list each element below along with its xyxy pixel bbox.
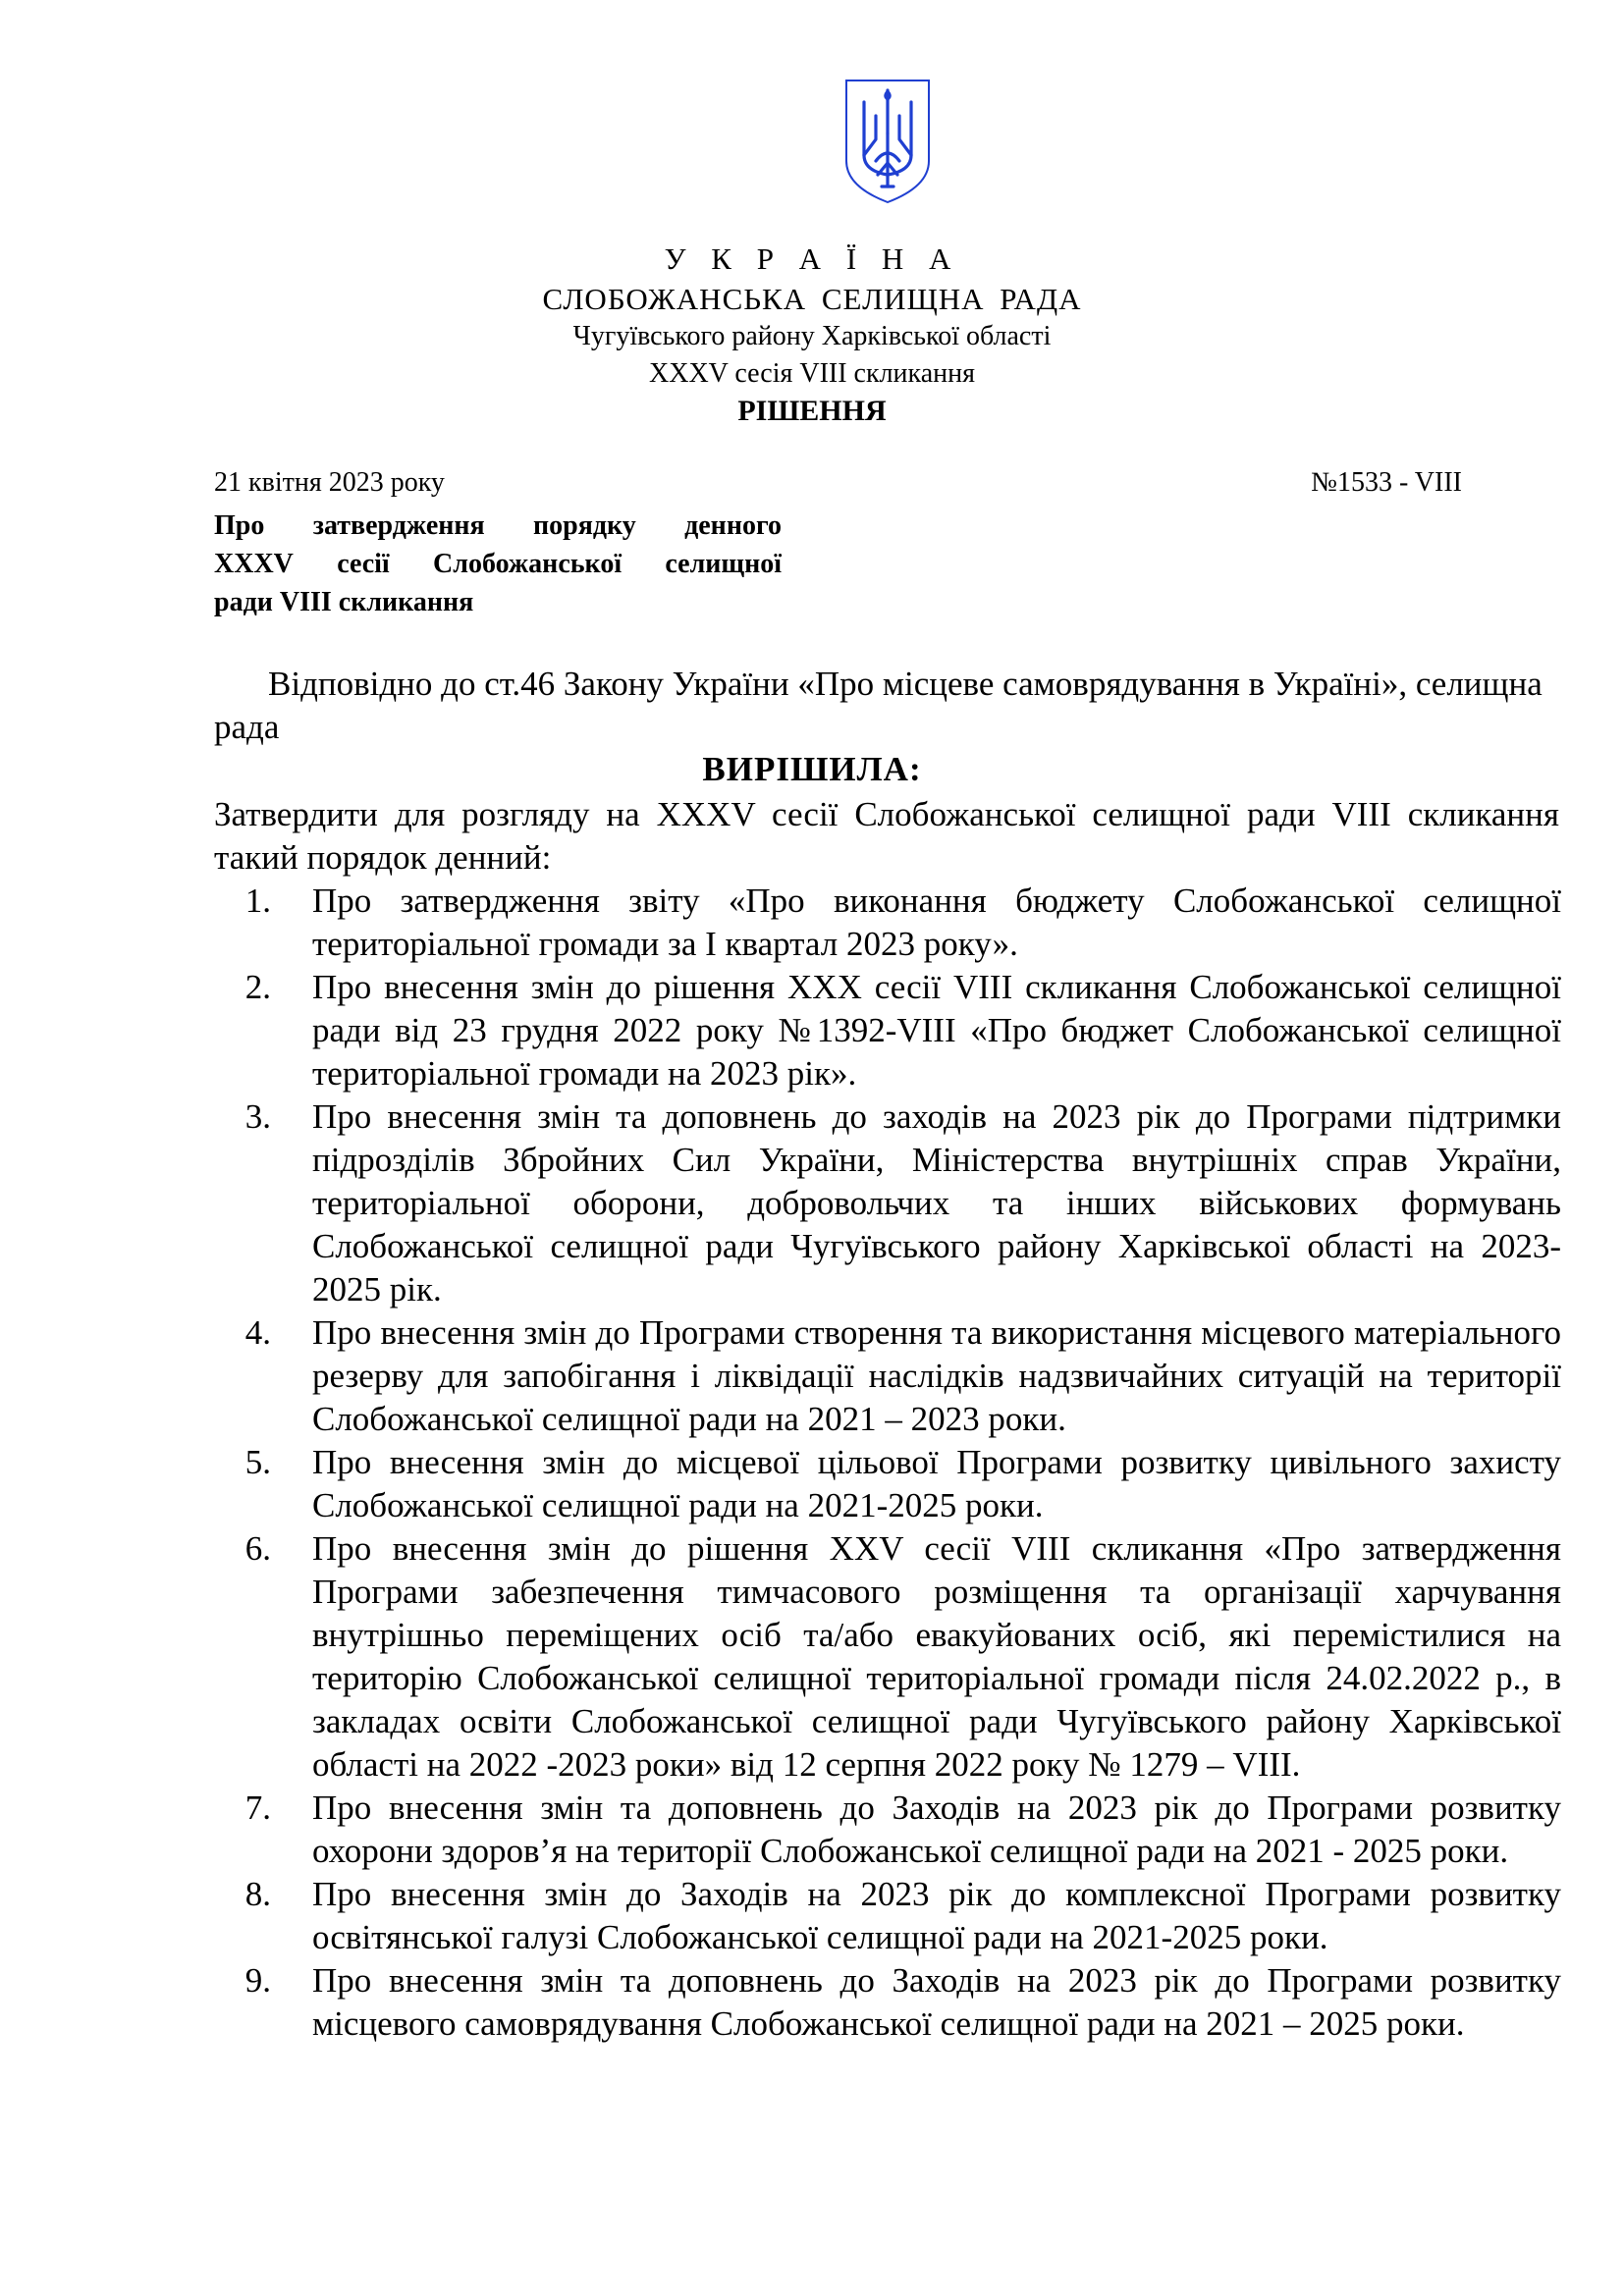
agenda-item-text: Про затвердження звіту «Про виконання бюджету Слобожанської селищної територіальної громади за I квартал 2023 року». [312,881,1561,963]
agenda-item-text: Про внесення змін до Програми створення та використання місцевого матеріального резерву для запобігання і ліквідації наслідків надзвичайних ситуацій на території Слобожанської селищної ради на 2021 – 2023 роки. [312,1313,1561,1438]
agenda-item-number: 2. [244,968,271,1006]
agenda-item-number: 5. [244,1443,271,1481]
agenda-item-text: Про внесення змін до рішення XXX сесії VIII скликання Слобожанської селищної ради від 23 грудня 2022 року №1392-VIII «Про бюджет Слобожанської селищної територіальної громади на 2023 рік». [312,968,1561,1093]
ukraine-coat-of-arms-icon [842,77,933,206]
header-session: XXXV сесія VIII скликання [649,358,975,389]
agenda-item [214,1959,1561,2046]
decision-date: 21 квітня 2023 року [214,467,445,498]
document-type-title: РІШЕННЯ [737,395,887,427]
agenda-item-text: Про внесення змін та доповнень до заходів на 2023 рік до Програми підтримки підрозділів Збройних Сил України, Міністерства внутрішніх справ України, територіальної оборони, добровольчих та інших військових формувань Слобожанської селищної ради Чугуївського району Харківської області на 2023-2025 рік. [312,1097,1561,1308]
agenda-item [214,966,1561,1095]
subject-line-3: ради VIII скликання [214,587,474,617]
agenda-item-text: Про внесення змін та доповнень до Заходів на 2023 рік до Програми розвитку місцевого самоврядування Слобожанської селищної ради на 2021 – 2025 роки. [312,1961,1561,2043]
agenda-item-text: Про внесення змін до Заходів на 2023 рік до комплексної Програми розвитку освітянської галузі Слобожанської селищної ради на 2021-2025 роки. [312,1875,1561,1956]
agenda-list [214,880,1561,2046]
agenda-item-number: 6. [244,1529,271,1568]
agenda-item [214,1787,1561,1873]
subject-line-1: Про затвердження порядку денного [214,510,782,541]
agenda-item-number: 1. [244,881,271,920]
preamble-paragraph: Відповідно до ст.46 Закону України «Про місцеве самоврядування в Україні», селищна рада [214,665,1543,746]
decision-number: №1533 - VIII [1311,467,1462,498]
agenda-item [214,880,1561,966]
decision-subject [214,507,803,621]
agenda-item-text: Про внесення змін та доповнень до Заходів на 2023 рік до Програми розвитку охорони здоров’я на території Слобожанської селищної ради на 2021 - 2025 роки. [312,1789,1561,1870]
agenda-item [214,1095,1561,1311]
agenda-item [214,1441,1561,1527]
agenda-item [214,1527,1561,1787]
agenda-item [214,1311,1561,1441]
header-council: СЛОБОЖАНСЬКА СЕЛИЩНА РАДА [542,282,1082,316]
subject-line-2: XXXV сесії Слобожанської селищної [214,549,782,579]
agenda-item-text: Про внесення змін до рішення XXV сесії VIII скликання «Про затвердження Програми забезпечення тимчасового розміщення та організації харчування внутрішньо переміщених осіб та/або евакуйованих осіб, які перемістилися на територію Слобожанської селищної територіальної громади після 24.02.2022 р., в закладах освіти Слобожанської селищної ради Чугуївського району Харківської області на 2022 -2023 роки» від 12 серпня 2022 року № 1279 – VIII. [312,1529,1561,1784]
agenda-item-number: 8. [244,1875,271,1913]
agenda-item-number: 7. [244,1789,271,1827]
agenda-item-number: 4. [244,1313,271,1352]
resolved-heading: ВИРІШИЛА: [702,750,922,788]
intro-paragraph: Затвердити для розгляду на XXXV сесії Слобожанської селищної ради VIII скликання такий порядок денний: [214,795,1559,877]
agenda-item-number: 3. [244,1097,271,1136]
header-country: У К Р А Ї Н А [664,241,960,276]
agenda-item-number: 9. [244,1961,271,2000]
agenda-item-text: Про внесення змін до місцевої цільової Програми розвитку цивільного захисту Слобожанської селищної ради на 2021-2025 роки. [312,1443,1561,1524]
header-district: Чугуївського району Харківської області [572,321,1052,351]
agenda-item [214,1873,1561,1959]
